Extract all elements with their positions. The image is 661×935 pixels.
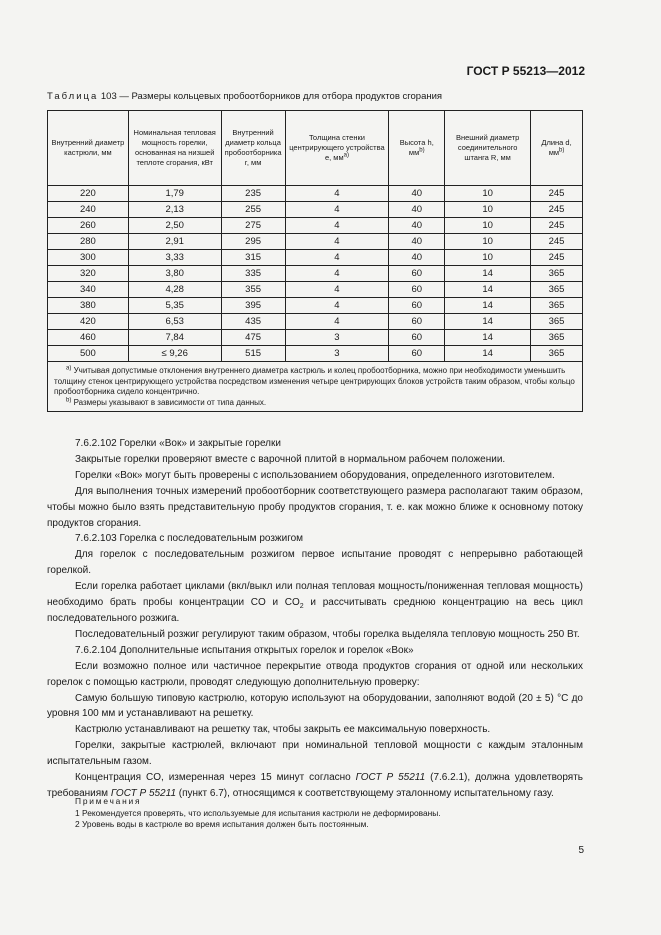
- cell-ring-diameter: 335: [221, 266, 285, 282]
- section-heading-7-6-2-102: 7.6.2.102 Горелки «Вок» и закрытые горелки: [75, 438, 281, 449]
- cell-pan-diameter: 280: [48, 234, 129, 250]
- col-header-pan-diameter: Внутренний диаметр кастрюли, мм: [48, 111, 129, 186]
- cell-wall-thickness: 4: [285, 202, 389, 218]
- cell-ring-diameter: 235: [221, 186, 285, 202]
- cell-ring-diameter: 255: [221, 202, 285, 218]
- section-heading-7-6-2-104: 7.6.2.104 Дополнительные испытания открытых горелок и горелок «Вок»: [75, 644, 414, 656]
- col-header-height: Высота h, $мм^{b)}$: [389, 111, 445, 186]
- table-row: [48, 298, 583, 314]
- cell-wall-thickness: 4: [285, 186, 389, 202]
- cell-rod-diameter: 10: [445, 202, 531, 218]
- cell-height: 60: [389, 314, 445, 330]
- table-caption-text: 103 — Размеры кольцевых пробоотборников для отбора продуктов сгорания: [100, 91, 443, 102]
- cell-heat-input: 2,13: [128, 202, 221, 218]
- cell-ring-diameter: 295: [221, 234, 285, 250]
- table-row: [48, 346, 583, 362]
- cell-rod-diameter: 14: [445, 298, 531, 314]
- paragraph: Если горелка работает циклами (вкл/выкл или полная тепловая мощность/пониженная тепловая мощность) необходимо брать пробы концентрации CO и $CO_2$ и рассчитывать среднюю концентрацию на весь цикл последовательного розжига.: [47, 581, 583, 624]
- cell-pan-diameter: 460: [48, 330, 129, 346]
- cell-wall-thickness: 4: [285, 298, 389, 314]
- reference-gost: ГОСТ Р 55211: [110, 787, 177, 799]
- cell-length: 245: [531, 186, 583, 202]
- paragraph: Для выполнения точных измерений пробоотборник соответствующего размера располагают таким образом, чтобы можно было взять представительную пробу продуктов сгорания, т. е. как можно ближе к основному потоку продуктов сгорания.: [47, 485, 583, 529]
- cell-heat-input: 4,28: [128, 282, 221, 298]
- cell-pan-diameter: 500: [48, 346, 129, 362]
- cell-wall-thickness: 4: [285, 250, 389, 266]
- section-heading-7-6-2-103: 7.6.2.103 Горелка с последовательным розжигом: [75, 533, 304, 545]
- cell-length: 365: [531, 266, 583, 282]
- cell-height: 40: [389, 186, 445, 202]
- cell-pan-diameter: 220: [48, 186, 129, 202]
- cell-pan-diameter: 340: [48, 282, 129, 298]
- cell-ring-diameter: 315: [221, 250, 285, 266]
- cell-ring-diameter: 395: [221, 298, 285, 314]
- table-footnotes-row: [48, 362, 583, 412]
- notes-heading: Примечания: [75, 796, 142, 806]
- table-row: [48, 250, 583, 266]
- cell-pan-diameter: 240: [48, 202, 129, 218]
- table-footnotes: [48, 362, 583, 412]
- cell-wall-thickness: 4: [285, 282, 389, 298]
- paragraph: Горелки «Вок» могут быть проверены с использованием оборудования, определенного изготовителем.: [75, 469, 555, 481]
- cell-length: 365: [531, 298, 583, 314]
- paragraph: Кастрюлю устанавливают на решетку так, чтобы закрыть ее максимальную поверхность.: [75, 724, 491, 736]
- cell-rod-diameter: 14: [445, 266, 531, 282]
- table-row: [48, 202, 583, 218]
- cell-height: 60: [389, 266, 445, 282]
- cell-heat-input: ≤ 9,26: [128, 346, 221, 362]
- cell-height: 40: [389, 250, 445, 266]
- cell-heat-input: 3,33: [128, 250, 221, 266]
- cell-wall-thickness: 4: [285, 266, 389, 282]
- footnote-a: $^{a)}$ Учитывая допустимые отклонения внутреннего диаметра кастрюль и колец пробоотборника, можно при необходимости уменьшить толщину стенок центрирующего устройства посредством изменения четыре центрирующих блоков устройств таким образом, чтобы кольцо пробоотборника сидело концентрично.: [54, 365, 575, 396]
- table-row: [48, 282, 583, 298]
- cell-ring-diameter: 515: [221, 346, 285, 362]
- cell-heat-input: 7,84: [128, 330, 221, 346]
- table-row: [48, 186, 583, 202]
- table-row: [48, 330, 583, 346]
- document-standard-number: ГОСТ Р 55213—2012: [466, 64, 585, 78]
- cell-rod-diameter: 14: [445, 346, 531, 362]
- cell-wall-thickness: 4: [285, 234, 389, 250]
- cell-ring-diameter: 475: [221, 330, 285, 346]
- paragraph: Для горелок с последовательным розжигом первое испытание проводят с непрерывно работающей горелкой.: [47, 549, 583, 577]
- note-item: 1 Рекомендуется проверять, что используемые для испытания кастрюли не деформированы.: [75, 807, 441, 818]
- table-row: [48, 234, 583, 250]
- paragraph: Самую большую типовую кастрюлю, которую используют на оборудовании, заполняют водой (20 ± 5) °С до уровня 100 мм и устанавливают на решетку.: [47, 692, 583, 720]
- paragraph: Последовательный розжиг регулируют таким образом, чтобы горелка выделяла тепловую мощность 250 Вт.: [75, 628, 580, 640]
- col-header-wall-thickness: Толщина стенки центрирующего устройства e, $мм^{a)}$: [285, 111, 389, 186]
- body-text: [47, 436, 583, 802]
- cell-pan-diameter: 420: [48, 314, 129, 330]
- cell-length: 365: [531, 346, 583, 362]
- cell-ring-diameter: 355: [221, 282, 285, 298]
- col-header-length: Длина d, $мм^{b)}$: [531, 111, 583, 186]
- cell-ring-diameter: 435: [221, 314, 285, 330]
- cell-length: 245: [531, 250, 583, 266]
- col-header-ring-diameter: Внутренний диаметр кольца пробоотборника r, мм: [221, 111, 285, 186]
- table-row: [48, 314, 583, 330]
- cell-rod-diameter: 10: [445, 218, 531, 234]
- cell-rod-diameter: 10: [445, 186, 531, 202]
- footnote-b: $^{b)}$ Размеры указывают в зависимости от типа данных.: [66, 396, 267, 407]
- table-caption-label: Таблица: [47, 91, 99, 102]
- table-caption: [47, 91, 442, 102]
- cell-ring-diameter: 275: [221, 218, 285, 234]
- table-header-row: [48, 111, 583, 186]
- cell-heat-input: 2,50: [128, 218, 221, 234]
- cell-pan-diameter: 260: [48, 218, 129, 234]
- paragraph: Закрытые горелки проверяют вместе с варочной плитой в нормальном рабочем положении.: [75, 453, 506, 465]
- page-number: 5: [578, 845, 584, 856]
- cell-wall-thickness: 3: [285, 346, 389, 362]
- paragraph: Если возможно полное или частичное перекрытие отвода продуктов сгорания от одной или нескольких горелок с помощью кастрюли, проводят следующую дополнительную проверку:: [47, 660, 583, 688]
- cell-length: 365: [531, 282, 583, 298]
- cell-height: 60: [389, 298, 445, 314]
- cell-rod-diameter: 14: [445, 314, 531, 330]
- dimensions-table: [47, 110, 583, 412]
- cell-height: 60: [389, 346, 445, 362]
- col-header-heat-input: Номинальная тепловая мощность горелки, основанная на низшей теплоте сгорания, кВт: [128, 111, 221, 186]
- cell-wall-thickness: 4: [285, 218, 389, 234]
- cell-rod-diameter: 14: [445, 330, 531, 346]
- reference-gost: ГОСТ Р 55211: [355, 772, 426, 784]
- cell-rod-diameter: 10: [445, 234, 531, 250]
- cell-length: 365: [531, 314, 583, 330]
- cell-height: 40: [389, 218, 445, 234]
- cell-pan-diameter: 320: [48, 266, 129, 282]
- paragraph: Концентрация CO, измеренная через 15 минут согласно ГОСТ Р 55211 (7.6.2.1), должна удовлетворять требованиям ГОСТ Р 55211 (пункт 6.7), относящимся к соответствующему эталонному испытательному газу.: [47, 772, 583, 799]
- paragraph: Горелки, закрытые кастрюлей, включают при номинальной тепловой мощности с каждым эталонным испытательным газом.: [47, 740, 583, 768]
- cell-height: 60: [389, 282, 445, 298]
- cell-heat-input: 3,80: [128, 266, 221, 282]
- cell-length: 245: [531, 202, 583, 218]
- cell-height: 40: [389, 234, 445, 250]
- cell-wall-thickness: 3: [285, 330, 389, 346]
- cell-length: 245: [531, 234, 583, 250]
- cell-height: 40: [389, 202, 445, 218]
- cell-height: 60: [389, 330, 445, 346]
- table-row: [48, 218, 583, 234]
- cell-wall-thickness: 4: [285, 314, 389, 330]
- cell-rod-diameter: 10: [445, 250, 531, 266]
- cell-pan-diameter: 300: [48, 250, 129, 266]
- cell-length: 245: [531, 218, 583, 234]
- cell-heat-input: 5,35: [128, 298, 221, 314]
- cell-heat-input: 6,53: [128, 314, 221, 330]
- table-row: [48, 266, 583, 282]
- cell-heat-input: 2,91: [128, 234, 221, 250]
- cell-length: 365: [531, 330, 583, 346]
- cell-pan-diameter: 380: [48, 298, 129, 314]
- cell-rod-diameter: 14: [445, 282, 531, 298]
- notes-block: [75, 796, 441, 831]
- cell-heat-input: 1,79: [128, 186, 221, 202]
- col-header-rod-diameter: Внешний диаметр соединительного штанга R, мм: [445, 111, 531, 186]
- note-item: 2 Уровень воды в кастрюле во время испытания должен быть постоянным.: [75, 819, 369, 829]
